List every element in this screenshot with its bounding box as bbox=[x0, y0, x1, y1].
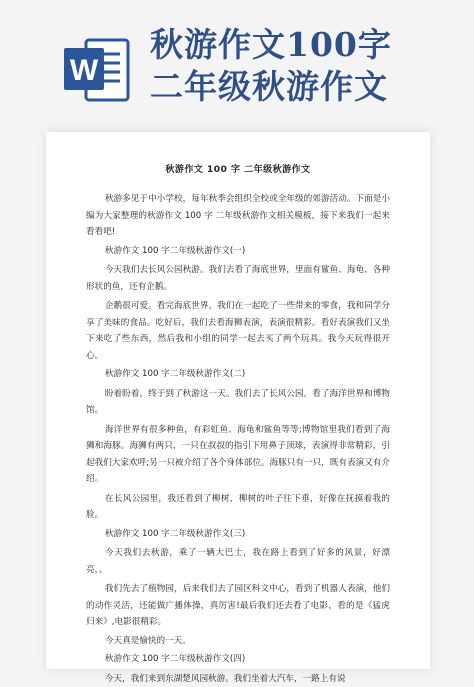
paragraph: 今天我们去秋游，乘了一辆大巴士，我在路上看到了好多的风景，好漂亮，。 bbox=[86, 545, 390, 578]
document-title: 秋游作文 100 字 二年级秋游作文 bbox=[86, 162, 390, 175]
paragraph: 企鹅很可爱。看完海底世界，我们在一起吃了一些带来的零食，我和同学分享了美味的食品。吃好后，我们去看海狮表演，表演很精彩。看好表演我们又坐下来吃了些东西，然后我和小组的同学一起去买了两个玩具。我今天玩得很开心。 bbox=[86, 298, 390, 364]
paragraph: 盼着盼着，终于到了秋游这一天。我们去了长风公园，看了海洋世界和博物馆。 bbox=[86, 386, 390, 419]
paragraph: 今天真是愉快的一天。 bbox=[86, 633, 390, 650]
document-body bbox=[46, 132, 430, 669]
banner-title-line1: 秋游作文100字 bbox=[150, 24, 470, 66]
document-page bbox=[46, 132, 430, 669]
paragraph: 我们先去了植物园，后来我们去了园区科文中心，看到了机器人表演，他们的动作灵活，还能做广播体操，真厉害!最后我们还去看了电影，看的是《猛虎归来》,电影很精彩。 bbox=[86, 581, 390, 631]
section-heading: 秋游作文 100 字二年级秋游作文(四) bbox=[86, 651, 390, 668]
word-document-icon bbox=[62, 34, 130, 106]
paragraph: 在长风公园里，我还看到了柳树，柳树的叶子往下垂，好像在抚摸着我的脸。 bbox=[86, 491, 390, 524]
paragraph: 今天我们去长风公园秋游。我们去看了海底世界，里面有鲨鱼、海龟、各种形状的鱼，还有企鹅。 bbox=[86, 262, 390, 295]
banner-title bbox=[150, 24, 470, 108]
section-heading: 秋游作文 100 字二年级秋游作文(一) bbox=[86, 243, 390, 260]
banner bbox=[0, 0, 474, 128]
section-heading: 秋游作文 100 字二年级秋游作文(二) bbox=[86, 366, 390, 383]
section-heading: 秋游作文 100 字二年级秋游作文(三) bbox=[86, 526, 390, 543]
paragraph: 秋游多见于中小学校，每年秋季会组织全校或全年级的郊游活动。下面是小编为大家整理的秋游作文 100 字 二年级秋游作文相关模板，接下来我们一起来看看吧! bbox=[86, 191, 390, 241]
paragraph: 今天，我们来到东湖楚风园秋游。我们坐着大汽车，一路上有说 bbox=[86, 671, 390, 687]
svg-text:W: W bbox=[70, 54, 99, 87]
paragraph: 海洋世界有很多种鱼，有彩虹鱼、海龟和鲨鱼等等;博物馆里我们看到了海狮和海豚。海狮有两只，一只在叔叔的指引下用鼻子顶球，表演得非常精彩，引起我们大家欢呼;另一只被介绍了各个身体部位。海豚只有一只，既有表演又有介绍。 bbox=[86, 422, 390, 488]
banner-title-line2: 二年级秋游作文 bbox=[150, 66, 470, 108]
